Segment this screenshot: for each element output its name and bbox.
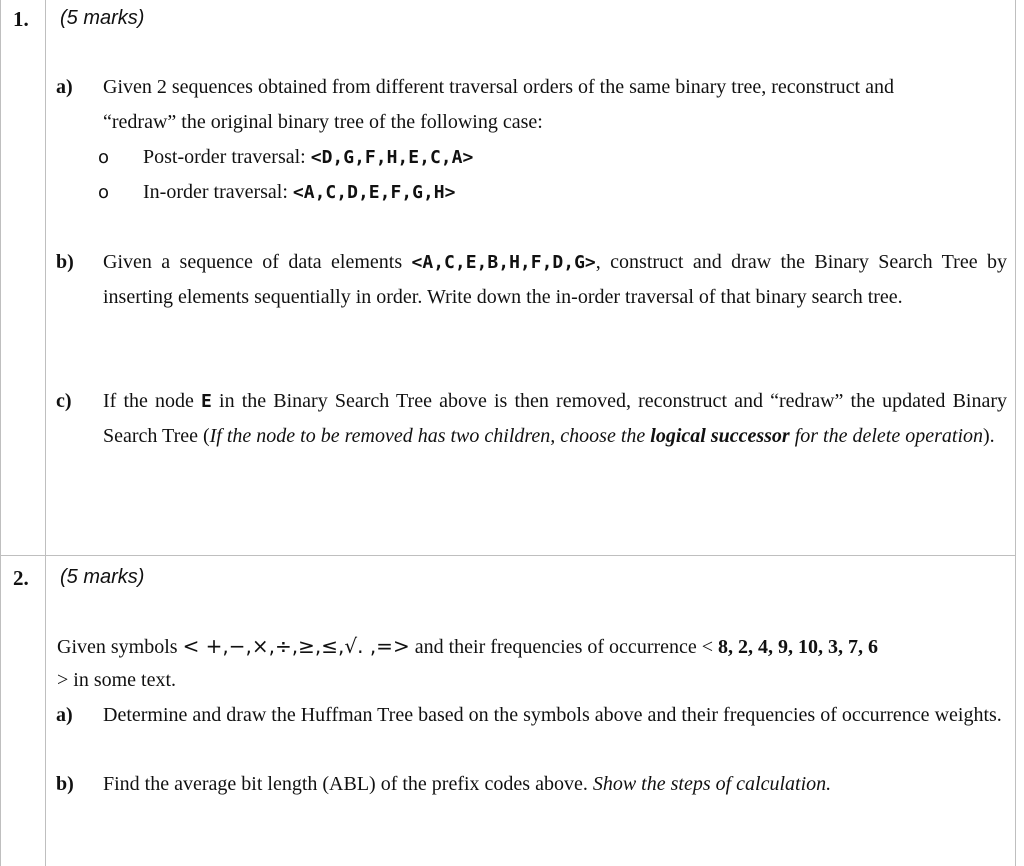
question-2-number: 2. — [13, 566, 29, 590]
q1-part-b-pre: Given a sequence of data elements — [103, 251, 412, 273]
question-1-number: 1. — [13, 7, 29, 31]
q2-part-a-label: a) — [56, 704, 73, 726]
row-divider — [0, 555, 1016, 556]
q2-intro-end: > in some text. — [57, 669, 177, 691]
removed-node: E — [201, 391, 212, 412]
q2-part-b-italic: Show the steps of calculation. — [592, 773, 832, 795]
q1-part-b-label: b) — [56, 251, 74, 273]
q1-part-b-post: , construct and draw the Binary Search Tree by inserting elements sequentially in order. Write down the in-order traversal of that binary search tree. — [103, 251, 1008, 308]
q1-part-a-label: a) — [56, 76, 73, 98]
q2-intro-line — [57, 629, 878, 665]
postorder-sequence: <D,G,F,H,E,C,A> — [310, 147, 474, 168]
q1-part-c-text — [103, 384, 1007, 454]
q1-part-a-line1: Given 2 sequences obtained from different traversal orders of the same binary tree, reconstruct and — [103, 76, 894, 98]
q1-part-c-label: c) — [56, 390, 72, 412]
bullet-marker: o — [98, 147, 110, 168]
q1-part-a-line2: “redraw” the original binary tree of the following case: — [103, 111, 543, 133]
q2-part-a-text: Determine and draw the Huffman Tree based on the symbols above and their frequencies of occurrence weights. — [103, 704, 1002, 726]
q1-part-c-italic2: for the delete operation — [789, 425, 984, 447]
huffman-symbols: < +,−,×,÷,≥,≤,√. ,=> — [182, 634, 410, 658]
huffman-frequencies: 8, 2, 4, 9, 10, 3, 7, 6 — [718, 636, 879, 658]
column-divider — [45, 0, 46, 866]
postorder-traversal — [143, 140, 473, 175]
table-border-right — [1015, 0, 1016, 866]
q1-part-c-successor: successor — [710, 425, 790, 447]
question-1-marks: (5 marks) — [60, 7, 145, 29]
q2-intro-mid: and their frequencies of occurrence < — [409, 636, 719, 658]
q1-part-c-pre: If the node — [103, 390, 202, 412]
inorder-sequence: <A,C,D,E,F,G,H> — [292, 182, 456, 203]
q1-part-b-text — [103, 245, 1007, 315]
q1-part-c-mid: in the Binary Search Tree above is then removed, reconstruct and “redraw” the updated Binary Search Tree ( — [103, 390, 1007, 447]
q2-part-b-main: Find the average bit length (ABL) of the prefix codes above. — [103, 773, 593, 795]
postorder-label: Post-order traversal: — [143, 146, 311, 168]
q2-part-b-label: b) — [56, 773, 74, 795]
q2-part-b-text — [103, 767, 831, 802]
table-border-left — [0, 0, 1, 866]
bullet-marker: o — [98, 182, 110, 203]
inorder-label: In-order traversal: — [143, 181, 293, 203]
q1-part-c-end: ). — [983, 425, 995, 447]
q1-part-c-logical: logical — [650, 425, 706, 447]
bst-insert-sequence: <A,C,E,B,H,F,D,G> — [411, 252, 596, 273]
question-2-marks: (5 marks) — [60, 566, 145, 588]
q1-part-c-italic1: If the node to be removed has two children, choose the — [209, 425, 651, 447]
q2-intro-pre: Given symbols — [57, 636, 183, 658]
inorder-traversal — [143, 175, 455, 210]
